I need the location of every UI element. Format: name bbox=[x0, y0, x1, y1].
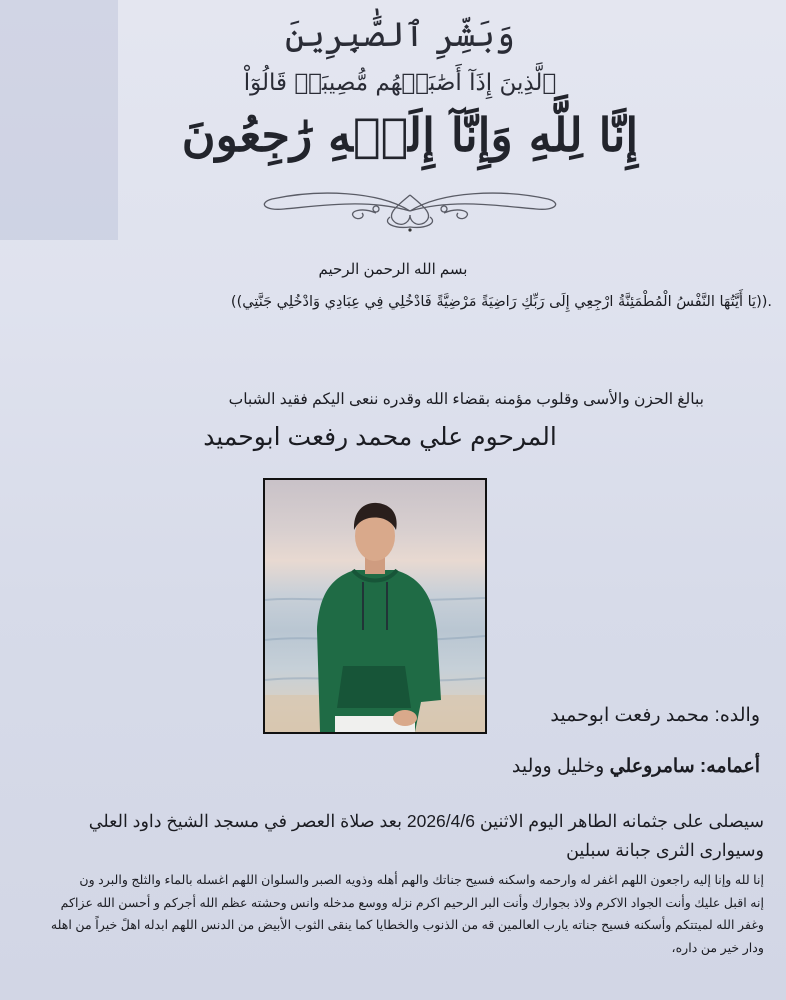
deceased-portrait-photo bbox=[263, 478, 487, 734]
calligraphy-verse-line-3: إِنَّا لِلَّهِ وَإِنَّآ إِلَيۡهِ رَٰجِعُونَ bbox=[181, 108, 639, 162]
calligraphy-verse-line-2: ٱلَّذِينَ إِذَآ أَصَٰبَتۡهُم مُّصِيبَةٞ قَالُوٓاْ bbox=[243, 70, 557, 96]
uncles-label: أعمامه: bbox=[699, 756, 760, 777]
ornament-flourish-icon bbox=[258, 185, 563, 233]
announcement-intro: ببالغ الحزن والأسى وقلوب مؤمنه بقضاء الله وقدره ننعى اليكم فقيد الشباب bbox=[228, 391, 704, 408]
father-name: محمد رفعت ابوحميد bbox=[550, 705, 710, 726]
deceased-name: المرحوم علي محمد رفعت ابوحميد bbox=[203, 423, 557, 451]
dua-line: وغفر الله لميتتكم وأسكنه فسيح جناته يارب العالمين قه من الذنوب والخطايا كما ينقى الثوب الأبيض من الدنس اللهم ابدله اهلً خيراً من اهله bbox=[50, 918, 764, 932]
portrait-illustration bbox=[265, 480, 485, 732]
calligraphy-verse-line-1: وَبَشِّرِ ٱلصَّٰبِرِينَ bbox=[285, 15, 515, 55]
uncles-bold-names: سامروعلي bbox=[609, 756, 695, 777]
basmala-text: بسم الله الرحمن الرحيم bbox=[318, 261, 468, 278]
dua-line: ودار خير من داره، bbox=[671, 940, 764, 955]
burial-details: وسيوارى الثرى جبانة سبلين bbox=[566, 840, 764, 860]
quran-verse-text: .((يَا أَيَّتُهَا النَّفْسُ الْمُطْمَئِنَّةُ ارْجِعِي إِلَى رَبِّكِ رَاضِيَةً مَرْضِيَّةً فَادْخُلِي فِي عِبَادِي وَادْخُلِي جَنَّتِي)) bbox=[230, 294, 772, 310]
father-line bbox=[300, 704, 760, 727]
paper-shadow bbox=[0, 0, 118, 240]
uncles-rest-names: وخليل ووليد bbox=[511, 756, 605, 777]
dua-paragraph bbox=[20, 869, 764, 959]
dua-line: إنا لله وإنا إليه راجعون اللهم اغفر له وارحمه واسكنه فسيح جناتك والهم أهله وذويه الصبر والسلوان اللهم اغسله بالماء والثلج والبرد ون bbox=[79, 873, 764, 887]
funeral-prayer-details: سيصلى على جثمانه الطاهر اليوم الاثنين 2026/4/6 بعد صلاة العصر في مسجد الشيخ داود العلي bbox=[88, 811, 764, 831]
uncles-line bbox=[300, 755, 760, 778]
dua-line: إنه اقبل عليك وأنت الجواد الاكرم ولاذ بجوارك وأنت البر الرحيم اكرم نزله ووسع مدخله وانس وحشته عظم الله أجركم و أحسن الله عزاكم bbox=[60, 895, 764, 910]
father-label: والده: bbox=[714, 705, 760, 726]
